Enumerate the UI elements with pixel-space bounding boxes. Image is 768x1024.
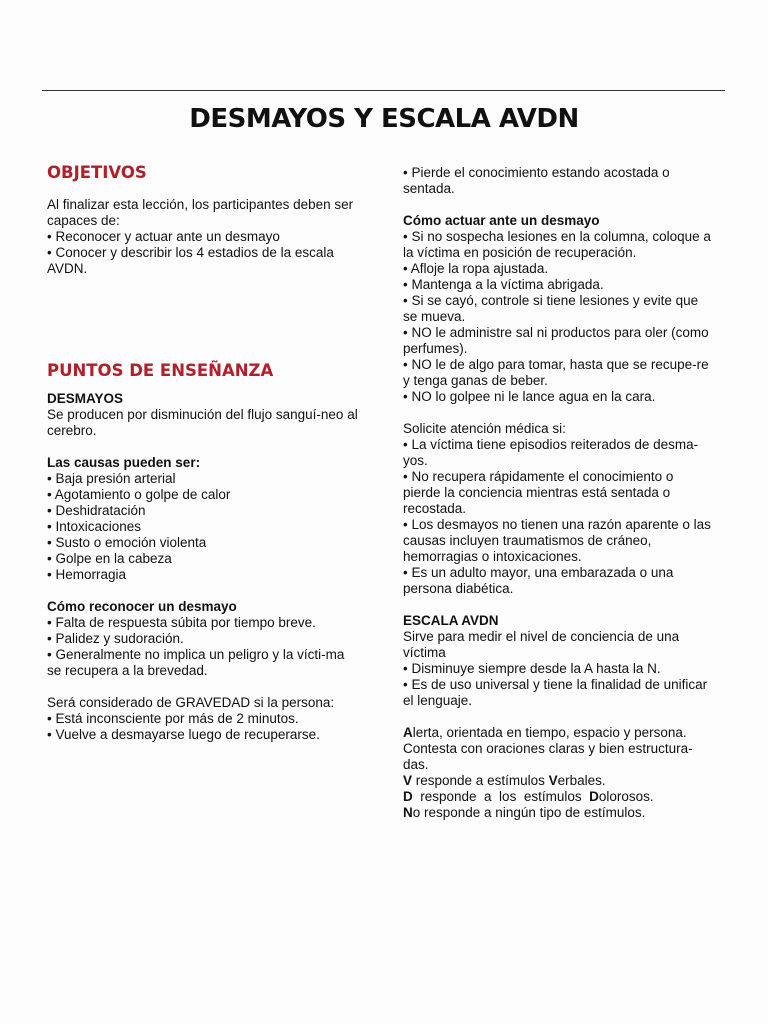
causas-heading: Las causas pueden ser: [47,455,201,470]
avdn-letter-d: D [403,789,413,804]
atencion-intro: Solicite atención médica si: [403,421,566,436]
objetivos-item-2: • Conocer y describir los 4 estadios de la escala AVDN. [47,245,334,276]
causas-item: • Deshidratación [47,503,146,518]
avdn-verbal-text-2: erbales. [557,773,606,788]
actuar-item: • NO le administre sal ni productos para oler (como perfumes). [403,325,709,356]
actuar-item: • NO le de algo para tomar, hasta que se recupe-re y tenga ganas de beber. [403,357,709,388]
avdn-dolor-text-1: responde a los estímulos [412,789,590,804]
avdn-letter-n: N [403,805,413,820]
desmayos-text: Se producen por disminución del flujo sanguí-neo al cerebro. [47,407,358,438]
avdn-dolor [403,789,713,805]
avdn-no-responde-text: o responde a ningún tipo de estímulos. [412,805,646,820]
causas-item: • Baja presión arterial [47,471,176,486]
objetivos-item-1: • Reconocer y actuar ante un desmayo [47,229,280,244]
avdn-letter-v: V [403,773,413,788]
left-column [47,163,359,743]
reconocer-heading: Cómo reconocer un desmayo [47,599,237,614]
causas-item: • Agotamiento o golpe de calor [47,487,231,502]
atencion-item: • No recupera rápidamente el conocimiento o pierde la conciencia mientras está sentada o recostada. [403,469,674,516]
actuar-heading: Cómo actuar ante un desmayo [403,213,600,228]
atencion-item: • Los desmayos no tienen una razón aparente o las causas incluyen traumatismos de cráneo, hemorragias o intoxicaciones. [403,517,711,564]
avdn-verbal-text-1: responde a estímulos [412,773,549,788]
atencion-item: • La víctima tiene episodios reiterados de desma-yos. [403,437,699,468]
actuar-item: • Mantenga a la víctima abrigada. [403,277,604,292]
gravedad-intro: Será considerado de GRAVEDAD si la persona: [47,695,335,710]
avdn-verbal [403,773,713,789]
escala-text: Sirve para medir el nivel de conciencia de una víctima [403,629,680,660]
reconocer-item: • Falta de respuesta súbita por tiempo breve. [47,615,316,630]
avdn-letter-d-2: D [589,789,599,804]
continued-item: • Pierde el conocimiento estando acostada o sentada. [403,165,670,196]
objetivos-intro: Al finalizar esta lección, los participantes deben ser capaces de: [47,197,354,228]
escala-heading: ESCALA AVDN [403,613,499,628]
puntos-heading: PUNTOS DE ENSEÑANZA [47,361,274,380]
gravedad-item: • Está inconsciente por más de 2 minutos. [47,711,299,726]
causas-item: • Hemorragia [47,567,127,582]
actuar-item: • Afloje la ropa ajustada. [403,261,549,276]
page-title: DESMAYOS Y ESCALA AVDN [189,104,579,134]
desmayos-heading: DESMAYOS [47,391,124,406]
avdn-no-responde [403,805,713,821]
causas-item: • Susto o emoción violenta [47,535,207,550]
avdn-alerta [403,725,713,773]
right-column [403,165,713,821]
avdn-alerta-text: lerta, orientada en tiempo, espacio y persona. Contesta con oraciones claras y bien estructura-das. [403,725,693,772]
avdn-letter-a: A [403,725,413,740]
escala-item: • Disminuye siempre desde la A hasta la N. [403,661,661,676]
reconocer-item: • Generalmente no implica un peligro y la vícti-ma se recupera a la brevedad. [47,647,345,678]
reconocer-item: • Palidez y sudoración. [47,631,184,646]
gravedad-item: • Vuelve a desmayarse luego de recuperarse. [47,727,320,742]
avdn-letter-v-2: V [548,773,558,788]
causas-item: • Golpe en la cabeza [47,551,172,566]
actuar-item: • Si se cayó, controle si tiene lesiones y evite que se mueva. [403,293,699,324]
actuar-item: • NO lo golpee ni le lance agua en la cara. [403,389,656,404]
atencion-item: • Es un adulto mayor, una embarazada o una persona diabética. [403,565,674,596]
causas-item: • Intoxicaciones [47,519,142,534]
actuar-item: • Si no sospecha lesiones en la columna, coloque a la víctima en posición de recuperación. [403,229,711,260]
objetivos-heading: OBJETIVOS [47,163,147,182]
avdn-dolor-text-2: olorosos. [598,789,654,804]
top-rule [42,90,725,91]
escala-item: • Es de uso universal y tiene la finalidad de unificar el lenguaje. [403,677,708,708]
